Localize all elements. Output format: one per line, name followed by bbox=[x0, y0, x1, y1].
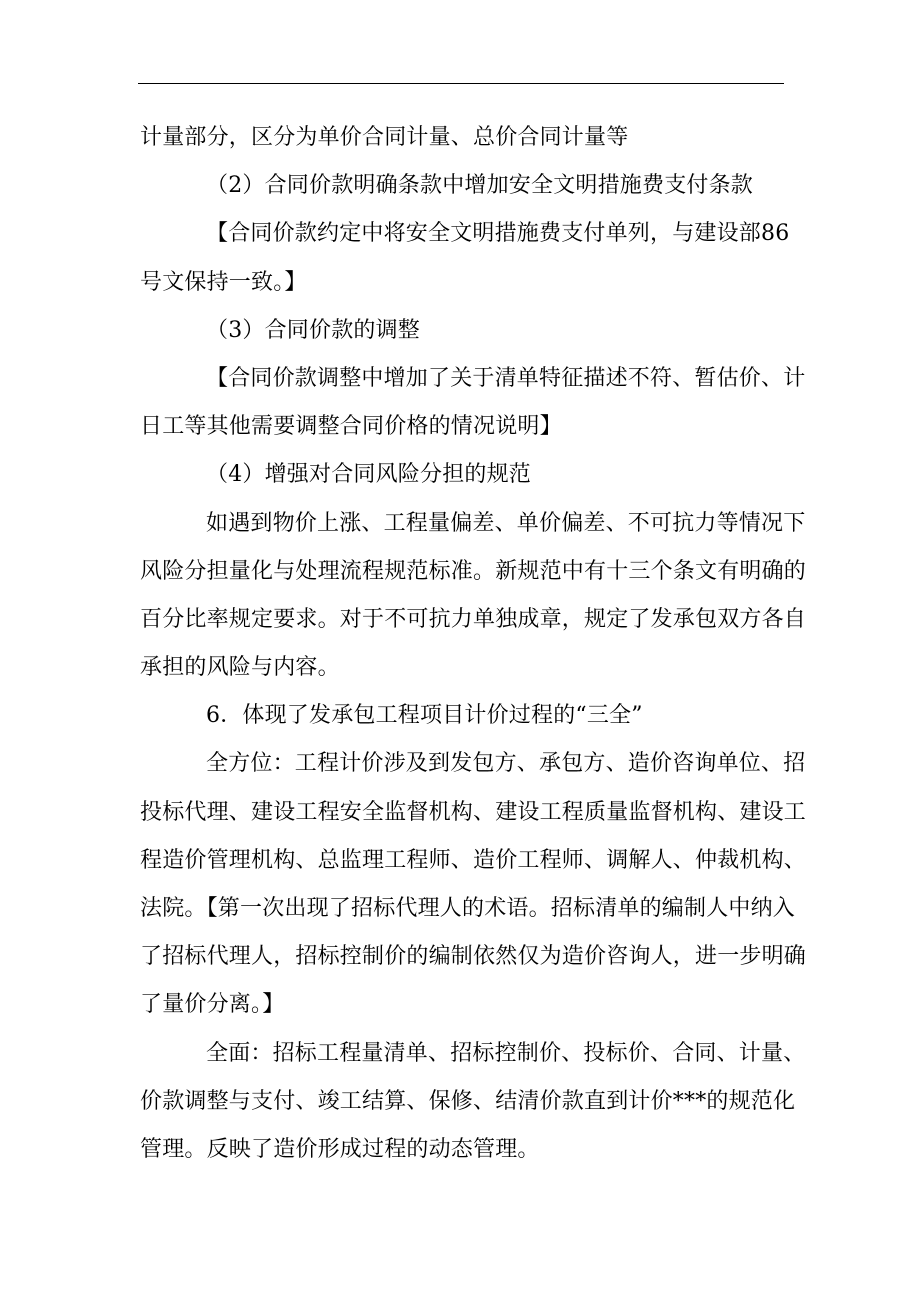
text-line: 日工等其他需要调整合同价格的情况说明】 bbox=[140, 414, 562, 440]
text-line: （3）合同价款的调整 bbox=[206, 317, 420, 343]
text-line: 管理。反映了造价形成过程的动态管理。 bbox=[140, 1136, 540, 1162]
text-line: 法院。【第一次出现了招标代理人的术语。招标清单的编制人中纳入 bbox=[140, 896, 796, 921]
text-line: 投标代理、建设工程安全监督机构、建设工程质量监督机构、建设工 bbox=[140, 799, 807, 825]
text-line: 程造价管理机构、总监理工程师、造价工程师、调解人、仲裁机构、 bbox=[140, 847, 807, 873]
text-line: 号文保持一致。】 bbox=[140, 269, 307, 295]
text-line: 如遇到物价上涨、工程量偏差、单价偏差、不可抗力等情况下 bbox=[206, 510, 806, 536]
text-line: 了量价分离。】 bbox=[140, 992, 285, 1018]
header-rule bbox=[138, 83, 784, 84]
text-line: 计量部分，区分为单价合同计量、总价合同计量等 bbox=[140, 125, 629, 150]
text-line: 风险分担量化与处理流程规范标准。新规范中有十三个条文有明确的 bbox=[140, 558, 807, 584]
text-line: 6．体现了发承包工程项目计价过程的“三全” bbox=[206, 703, 643, 729]
text-line: 百分比率规定要求。对于不可抗力单独成章，规定了发承包双方各自 bbox=[140, 606, 807, 632]
text-line: 【合同价款调整中增加了关于清单特征描述不符、暂估价、计 bbox=[206, 365, 806, 391]
text-line: 了招标代理人，招标控制价的编制依然仅为造价咨询人，进一步明确 bbox=[140, 944, 807, 970]
text-line: 全方位：工程计价涉及到发包方、承包方、造价咨询单位、招 bbox=[206, 751, 806, 777]
text-line: （2）合同价款明确条款中增加安全文明措施费支付条款 bbox=[206, 173, 753, 199]
text-line: 全面：招标工程量清单、招标控制价、投标价、合同、计量、 bbox=[206, 1040, 806, 1066]
text-line: （4）增强对合同风险分担的规范 bbox=[206, 462, 531, 488]
text-line: 价款调整与支付、竣工结算、保修、结清价款直到计价***的规范化 bbox=[140, 1088, 796, 1114]
document-body bbox=[140, 114, 807, 1174]
text-line: 承担的风险与内容。 bbox=[140, 655, 340, 681]
text-line: 【合同价款约定中将安全文明措施费支付单列，与建设部86 bbox=[206, 221, 790, 247]
